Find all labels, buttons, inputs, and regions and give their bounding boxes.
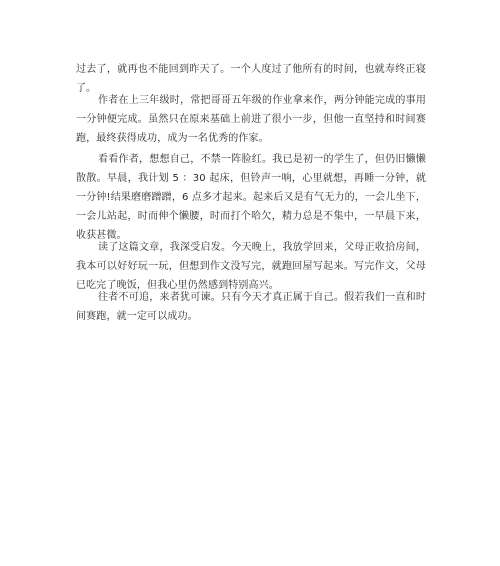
paragraph-1: 过去了，就再也不能回到昨天了。一个人度过了他所有的时间，也就寿终正寝了。 xyxy=(76,64,426,94)
paragraph-4: 读了这篇文章，我深受启发。今天晚上，我放学回来，父母正收拾房间，我本可以好好玩一玩，但想到作文没写完，就跑回屋写起来。写完作文，父母已吃完了晚饭，但我心里仍然感到特别高兴。 xyxy=(76,242,426,291)
paragraph-5: 往者不可追，来者犹可谏。只有今天才真正属于自己。假若我们一直和时间赛跑，就一定可以成功。 xyxy=(76,292,426,322)
paragraph-2: 作者在上三年级时，常把哥哥五年级的作业拿来作，两分钟能完成的事用一分钟便完成。虽然只在原来基础上前进了很小一步，但他一直坚持和时间赛跑，最终获得成功，成为一名优秀的作家。 xyxy=(76,95,426,144)
paragraph-3: 看看作者，想想自己，不禁一阵脸红。我已是初一的学生了，但仍旧懒懒散散。早晨，我计划 5 ：30 起床，但铃声一响，心里就想，再睡一分钟，就一分钟!结果磨磨蹭蹭，6 点多才起来。起来后又是有气无力的，一会儿坐下，一会儿站起，时而伸个懒腰，时而打个哈欠，精力总是不集中，一早晨下来，收获甚微。 xyxy=(76,154,426,241)
